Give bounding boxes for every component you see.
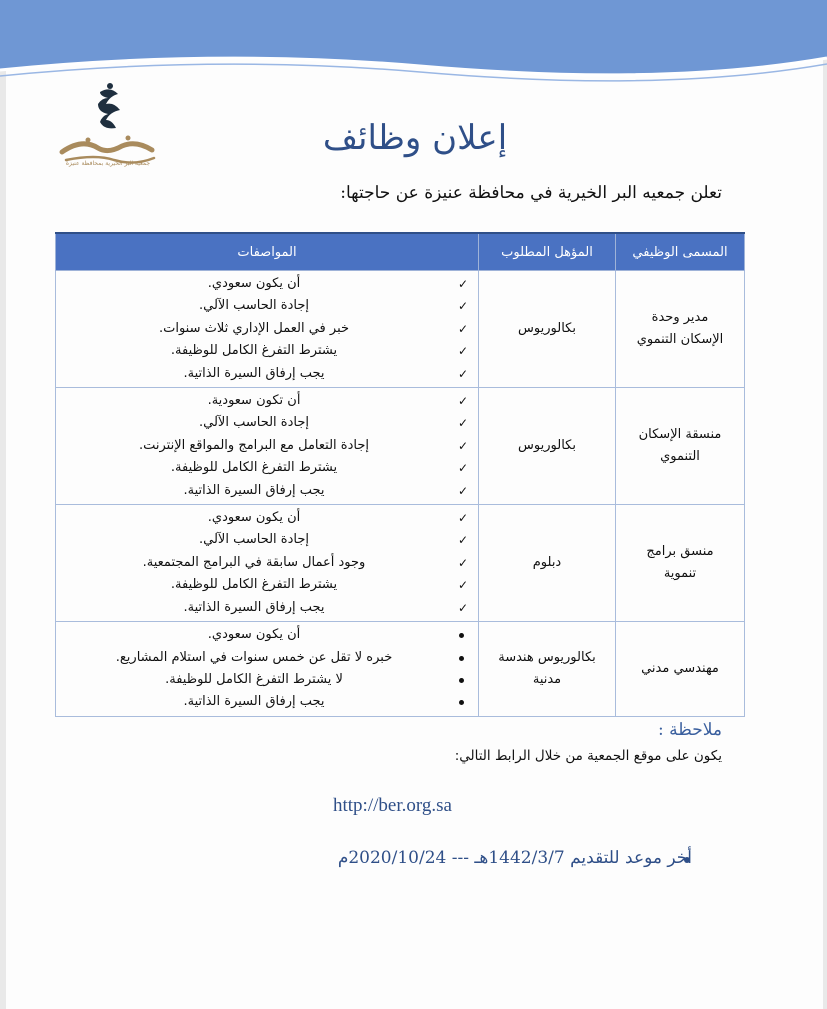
note-text: يكون على موقع الجمعية من خلال الرابط التالي:	[454, 748, 722, 764]
job-title-line: الإسكان التنموي	[636, 332, 724, 348]
spec-text: أن يكون سعودي.	[207, 276, 301, 291]
intro-text: تعلن جمعيه البر الخيرية في محافظة عنيزة عن حاجتها:	[340, 183, 722, 203]
qualification-text: بكالوريوس هندسة مدنية	[498, 649, 596, 687]
table-row	[56, 622, 745, 717]
checkmark-icon: ✓	[457, 277, 468, 291]
header-wave	[0, 0, 827, 90]
spec-text: وجود أعمال سابقة في البرامج المجتمعية.	[142, 554, 366, 570]
list-item	[60, 390, 470, 412]
spec-text: أن تكون سعودية.	[207, 393, 301, 409]
checkmark-icon: ✓	[457, 394, 468, 409]
specs-list	[60, 624, 470, 714]
checkmark-icon: ✓	[457, 533, 468, 548]
checkmark-icon: ✓	[457, 416, 468, 431]
checkmark-icon: ✓	[457, 344, 468, 359]
list-item	[60, 507, 470, 529]
specs-cell	[56, 388, 479, 505]
page-edge-left	[0, 0, 6, 1009]
list-item	[60, 597, 470, 619]
logo-caption: جمعية البر الخيرية بمحافظة عنيزة	[65, 160, 151, 167]
list-item	[60, 295, 470, 317]
bullet-icon	[459, 656, 464, 661]
list-item	[60, 457, 470, 479]
spec-text: لا يشترط التفرغ الكامل للوظيفة.	[165, 671, 343, 687]
header-qualification: المؤهل المطلوب	[479, 233, 616, 271]
spec-text: خبر في العمل الإداري ثلاث سنوات.	[158, 320, 350, 336]
header-job-title: المسمى الوظيفي	[616, 233, 745, 271]
spec-text: أن يكون سعودي.	[207, 510, 301, 526]
table-row	[56, 505, 745, 622]
job-title-line: التنموي	[660, 449, 700, 465]
job-title-cell	[616, 388, 745, 505]
spec-text: يشترط التفرغ الكامل للوظيفة.	[170, 460, 338, 476]
checkmark-icon: ✓	[457, 366, 468, 381]
header-specs: المواصفات	[56, 233, 479, 271]
spec-text: إجادة الحاسب الآلي.	[198, 532, 309, 548]
specs-list	[60, 507, 470, 619]
table-row	[56, 388, 745, 505]
checkmark-icon: ✓	[457, 511, 468, 526]
spec-text: خبره لا تقل عن خمس سنوات في استلام المشاريع.	[115, 649, 393, 665]
list-item	[60, 691, 470, 713]
spec-text: يشترط التفرغ الكامل للوظيفة.	[170, 343, 338, 359]
note-heading: ملاحظة :	[658, 720, 722, 740]
list-item	[60, 552, 470, 574]
qualification-cell	[479, 505, 616, 622]
qualification-cell	[479, 622, 616, 717]
job-title-cell	[616, 271, 745, 388]
bullet-icon	[459, 633, 464, 638]
table-row	[56, 271, 745, 388]
spec-text: إجادة الحاسب الآلي.	[198, 298, 309, 314]
checkmark-icon: ✓	[457, 578, 468, 593]
specs-cell	[56, 271, 479, 388]
list-item	[60, 624, 470, 646]
checkmark-icon: ✓	[457, 555, 468, 570]
deadline-text: أخر موعد للتقديم 1442/3/7هـ --- 2020/10/24م	[337, 848, 692, 868]
spec-text: يجب إرفاق السيرة الذاتية.	[183, 365, 325, 381]
list-item	[60, 340, 470, 362]
jobs-table	[55, 232, 745, 717]
qualification-cell	[479, 388, 616, 505]
job-title-line: تنموية	[663, 566, 697, 582]
qualification-text: بكالوريوس	[518, 321, 576, 337]
specs-cell	[56, 505, 479, 622]
spec-text: أن يكون سعودي.	[207, 627, 301, 643]
list-item	[60, 480, 470, 502]
bullet-icon	[459, 678, 464, 683]
checkmark-icon: ✓	[457, 461, 468, 476]
job-title-cell	[616, 622, 745, 717]
spec-text: يجب إرفاق السيرة الذاتية.	[183, 482, 325, 498]
list-item	[60, 435, 470, 457]
list-item	[60, 529, 470, 551]
checkmark-icon: ✓	[457, 438, 468, 453]
list-item	[60, 412, 470, 434]
specs-list	[60, 273, 470, 385]
page-edge-right	[823, 0, 827, 1009]
page-title: إعلان وظائف	[322, 118, 508, 158]
checkmark-icon: ✓	[457, 299, 468, 314]
qualification-text: دبلوم	[532, 555, 562, 571]
qualification-cell	[479, 271, 616, 388]
job-title-line: مدير وحدة	[651, 310, 709, 326]
spec-text: إجادة التعامل مع البرامج والمواقع الإنترنت.	[138, 437, 369, 453]
specs-cell	[56, 622, 479, 717]
checkmark-icon: ✓	[457, 321, 468, 336]
list-item	[60, 647, 470, 669]
job-title-line: مهندسي مدني	[641, 660, 719, 676]
list-item	[60, 318, 470, 340]
job-title-cell	[616, 505, 745, 622]
table-header-row	[56, 233, 745, 271]
website-link[interactable]: http://ber.org.sa	[333, 795, 452, 816]
list-item	[60, 574, 470, 596]
spec-text: إجادة الحاسب الآلي.	[198, 415, 309, 431]
list-item	[60, 669, 470, 691]
bullet-icon	[459, 700, 464, 705]
checkmark-icon: ✓	[457, 483, 468, 498]
job-title-line: منسقة الإسكان	[638, 427, 722, 443]
job-title-line: منسق برامج	[646, 544, 714, 560]
spec-text: يشترط التفرغ الكامل للوظيفة.	[170, 577, 338, 593]
spec-text: يجب إرفاق السيرة الذاتية.	[183, 694, 325, 710]
specs-list	[60, 390, 470, 502]
qualification-text: بكالوريوس	[518, 438, 576, 454]
spec-text: يجب إرفاق السيرة الذاتية.	[183, 599, 325, 615]
checkmark-icon: ✓	[457, 600, 468, 615]
list-item	[60, 363, 470, 385]
list-item	[60, 273, 470, 295]
